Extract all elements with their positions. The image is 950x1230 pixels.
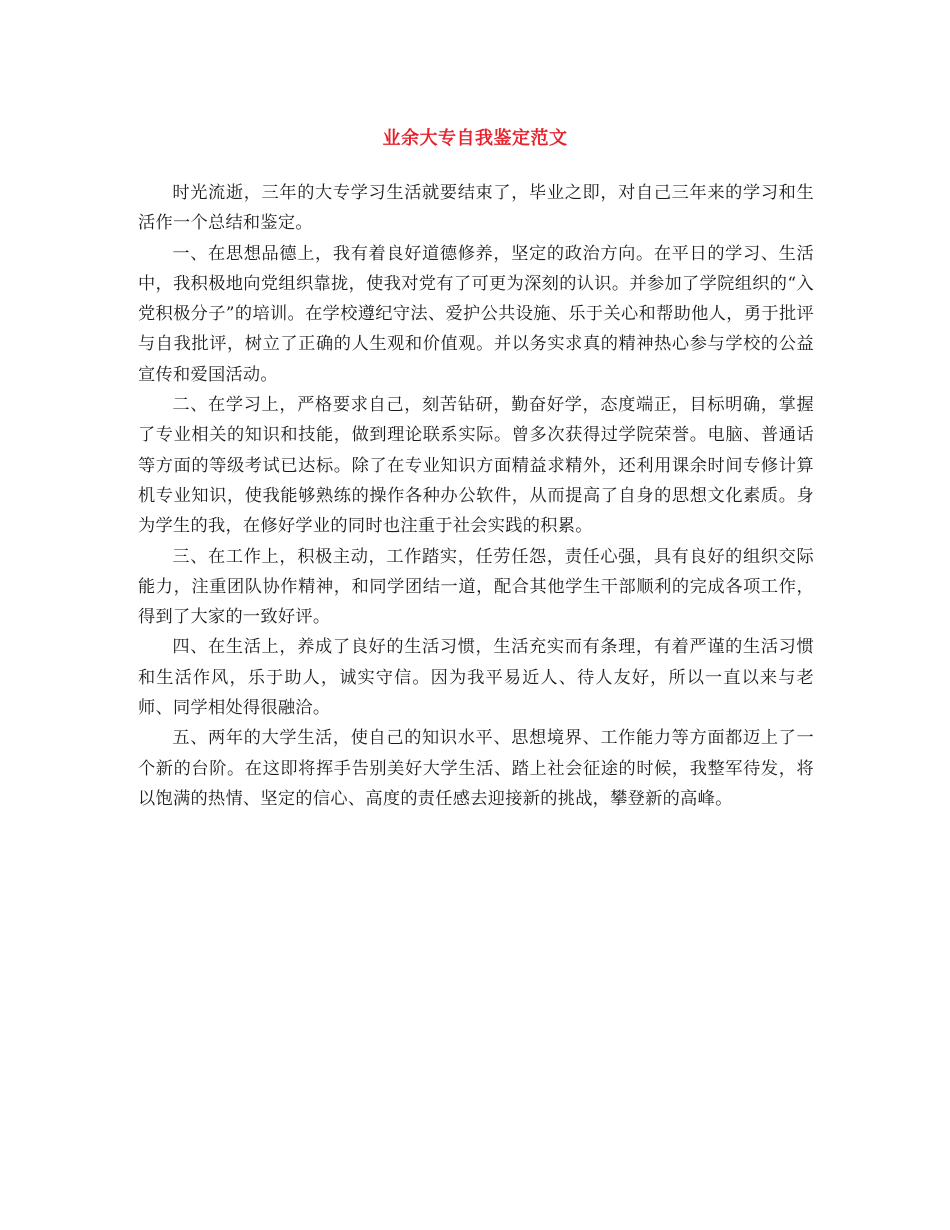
paragraph-work: 三、在工作上，积极主动，工作踏实，任劳任怨，责任心强，具有良好的组织交际能力，注重团队协作精神，和同学团结一道，配合其他学生干部顺利的完成各项工作，得到了大家的一致好评。 <box>138 546 814 628</box>
paragraph-life: 四、在生活上，养成了良好的生活习惯，生活充实而有条理，有着严谨的生活习惯和生活作风，乐于助人，诚实守信。因为我平易近人、待人友好，所以一直以来与老师、同学相处得很融洽。 <box>138 637 814 719</box>
paragraph-conclusion: 五、两年的大学生活，使自己的知识水平、思想境界、工作能力等方面都迈上了一个新的台阶。在这即将挥手告别美好大学生活、踏上社会征途的时候，我整军待发，将以饱满的热情、坚定的信心、高度的责任感去迎接新的挑战，攀登新的高峰。 <box>138 728 814 809</box>
paragraph-study: 二、在学习上，严格要求自己，刻苦钻研，勤奋好学，态度端正，目标明确，掌握了专业相关的知识和技能，做到理论联系实际。曾多次获得过学院荣誉。电脑、普通话等方面的等级考试已达标。除了在专业知识方面精益求精外，还利用课余时间专修计算机专业知识，使我能够熟练的操作各种办公软件，从而提高了自身的思想文化素质。身为学生的我，在修好学业的同时也注重于社会实践的积累。 <box>138 395 814 537</box>
document-body <box>138 178 814 814</box>
paragraph-ideology: 一、在思想品德上，我有着良好道德修养，坚定的政治方向。在平日的学习、生活中，我积极地向党组织靠拢，使我对党有了可更为深刻的认识。并参加了学院组织的“入党积极分子”的培训。在学校遵纪守法、爱护公共设施、乐于关心和帮助他人，勇于批评与自我批评，树立了正确的人生观和价值观。并以务实求真的精神热心参与学校的公益宣传和爱国活动。 <box>138 243 814 385</box>
paragraph-intro: 时光流逝，三年的大专学习生活就要结束了，毕业之即，对自己三年来的学习和生活作一个总结和鉴定。 <box>138 183 814 234</box>
document-title: 业余大专自我鉴定范文 <box>382 128 568 149</box>
